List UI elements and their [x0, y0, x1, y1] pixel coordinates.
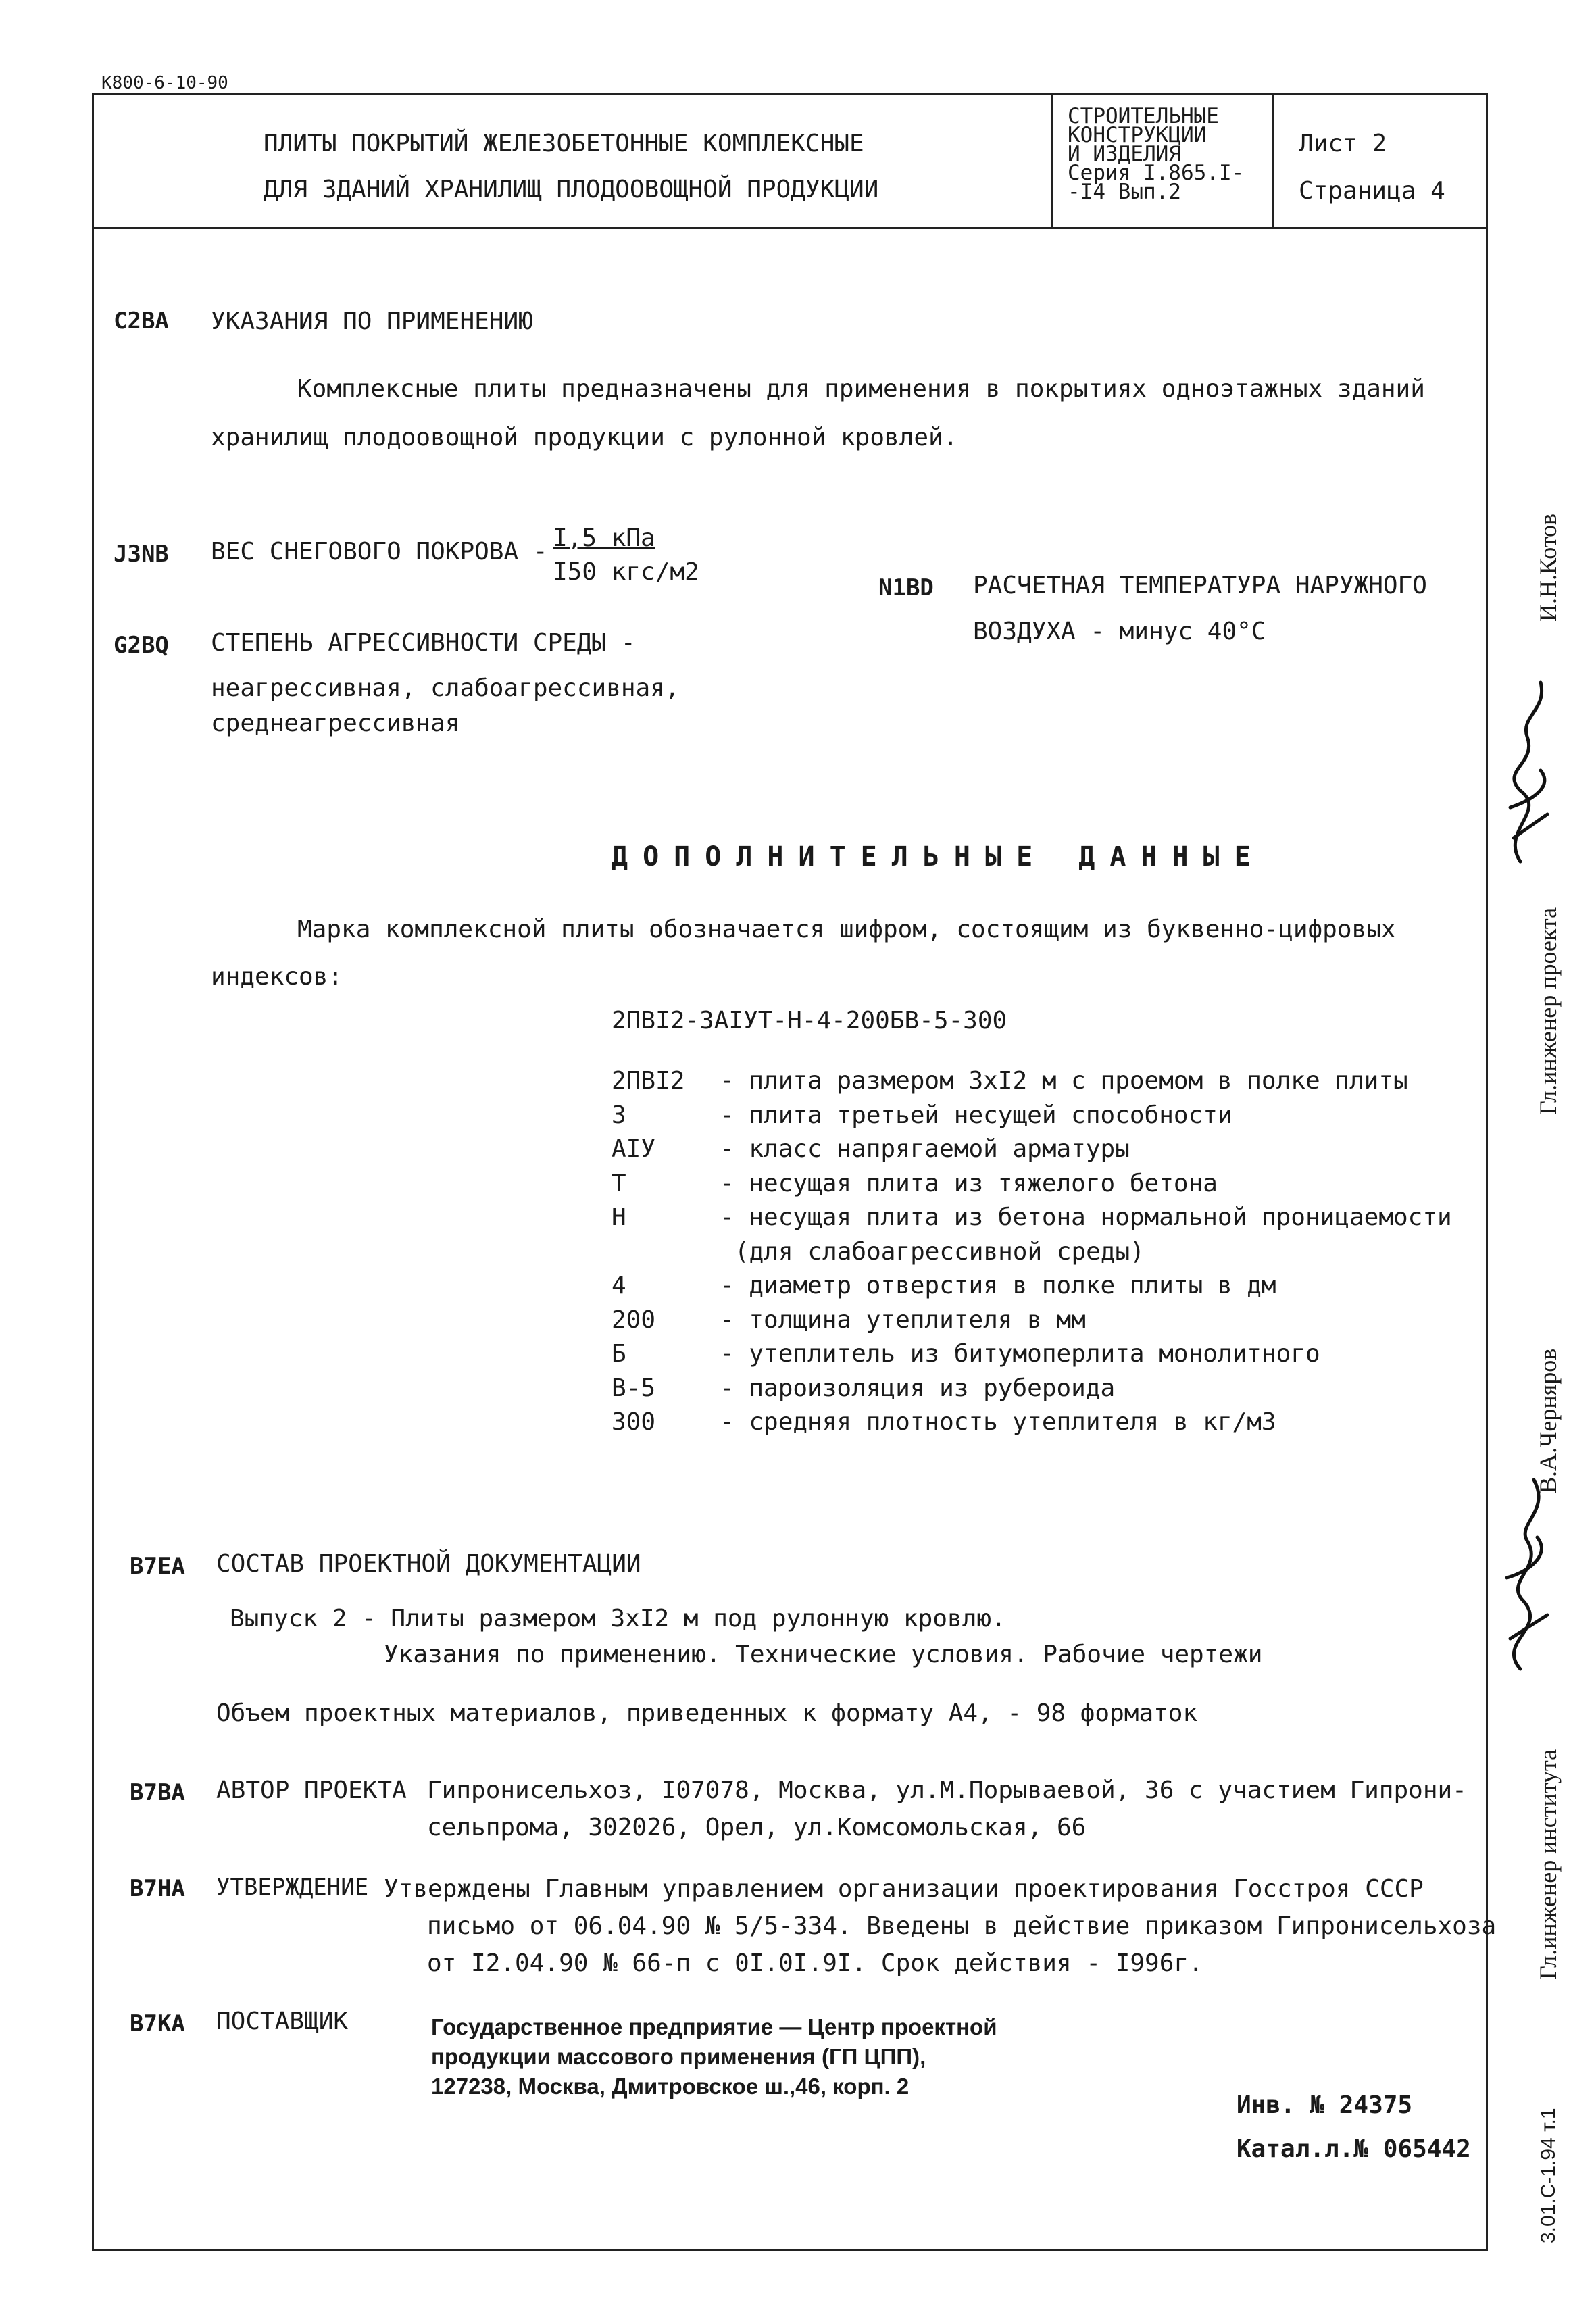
supplier-line1: Государственное предприятие — Центр проектной — [431, 2014, 997, 2039]
header-divider-2 — [1272, 93, 1274, 228]
approval-heading: УТВЕРЖДЕНИЕ — [216, 1874, 369, 1901]
composition-line2: Указания по применению. Технические условия. Рабочие чертежи — [384, 1641, 1263, 1668]
legend-key: Б — [612, 1340, 626, 1368]
additional-heading: ДОПОЛНИТЕЛЬНЫЕ ДАННЫЕ — [612, 841, 1266, 872]
inventory-number: Инв. № 24375 — [1237, 2091, 1413, 2119]
temperature-line2: ВОЗДУХА - минус 40°C — [973, 618, 1266, 645]
margin-chernyarov: В.А.Черняров — [1535, 1348, 1562, 1493]
snow-value-kgf: I50 кгс/м2 — [553, 558, 699, 586]
approval-line2: письмо от 06.04.90 № 5/5-334. Введены в действие приказом Гипронисельхоза — [427, 1912, 1497, 1940]
series-line-1: СТРОИТЕЛЬНЫЕ — [1068, 104, 1219, 128]
composition-code: B7EA — [130, 1553, 185, 1580]
header-series-block — [1068, 104, 1245, 204]
composition-heading: СОСТАВ ПРОЕКТНОЙ ДОКУМЕНТАЦИИ — [216, 1550, 641, 1578]
margin-chief-project-engineer: Гл.инженер проекта — [1535, 907, 1562, 1115]
supplier-code: B7KA — [130, 2010, 185, 2037]
supplier-address — [431, 2012, 997, 2101]
aggressiveness-line1: неагрессивная, слабоагрессивная, — [211, 674, 680, 702]
legend-key: 3 — [612, 1101, 626, 1129]
legend-row — [612, 1099, 1452, 1133]
legend-row — [612, 1132, 1452, 1167]
temperature-code: N1BD — [878, 574, 934, 601]
legend-row — [612, 1167, 1452, 1201]
margin-stamp: 3.01.С-1.94 т.1 — [1537, 2108, 1560, 2243]
margin-kotov: И.Н.Котов — [1535, 514, 1562, 622]
legend-desc: (для слабоагрессивной среды) — [734, 1237, 1145, 1266]
legend-key: Т — [612, 1169, 626, 1197]
legend-row — [612, 1064, 1452, 1099]
header-page: Страница 4 — [1299, 177, 1445, 205]
approval-line3: от I2.04.90 № 66-п с 0I.0I.9I. Срок действия - I996г. — [427, 1949, 1203, 1977]
usage-heading: УКАЗАНИЯ ПО ПРИМЕНЕНИЮ — [211, 307, 533, 335]
legend-key: 200 — [612, 1305, 656, 1334]
usage-line1: Комплексные плиты предназначены для применения в покрытиях одноэтажных зданий — [297, 375, 1425, 403]
supplier-heading: ПОСТАВЩИК — [216, 2008, 349, 2035]
aggressiveness-code: G2BQ — [114, 632, 169, 659]
usage-code: C2BA — [114, 307, 169, 334]
author-heading: АВТОР ПРОЕКТА — [216, 1776, 407, 1804]
approval-line1: Утверждены Главным управлением организации проектирования Госстроя СССР — [384, 1875, 1424, 1903]
header-title-line1: ПЛИТЫ ПОКРЫТИЙ ЖЕЛЕЗОБЕТОННЫЕ КОМПЛЕКСНЫЕ — [264, 130, 864, 157]
series-line-2: КОНСТРУКЦИИ — [1068, 123, 1207, 147]
temperature-line1: РАСЧЕТНАЯ ТЕМПЕРАТУРА НАРУЖНОГО — [973, 572, 1427, 599]
approval-code: B7HA — [130, 1875, 185, 1902]
series-line-3: И ИЗДЕЛИЯ — [1068, 142, 1181, 166]
legend-row — [612, 1269, 1452, 1303]
legend-key: Н — [612, 1203, 626, 1231]
additional-intro-line1: Марка комплексной плиты обозначается шифром, состоящим из буквенно-цифровых — [297, 916, 1396, 943]
legend-row — [612, 1405, 1452, 1440]
catalog-number: Катал.л.№ 065442 — [1237, 2135, 1471, 2163]
legend-desc: - плита третьей несущей способности — [720, 1101, 1232, 1129]
header-title-line2: ДЛЯ ЗДАНИЙ ХРАНИЛИЩ ПЛОДООВОЩНОЙ ПРОДУКЦИИ — [264, 176, 879, 203]
composition-line1: Выпуск 2 - Плиты размером 3хI2 м под рулонную кровлю. — [230, 1605, 1006, 1633]
snow-label: ВЕС СНЕГОВОГО ПОКРОВА - — [211, 538, 548, 566]
legend-desc: - диаметр отверстия в полке плиты в дм — [720, 1272, 1276, 1299]
legend-key: АIУ — [612, 1135, 656, 1163]
header-sheet: Лист 2 — [1299, 130, 1387, 157]
header-bottom-rule — [92, 227, 1486, 229]
legend-desc: - несущая плита из тяжелого бетона — [720, 1169, 1218, 1197]
legend-row — [612, 1337, 1452, 1372]
supplier-line2: продукции массового применения (ГП ЦПП), — [431, 2044, 926, 2069]
composition-line3: Объем проектных материалов, приведенных к формату А4, - 98 форматок — [216, 1699, 1198, 1727]
author-line2: сельпрома, 302026, Орел, ул.Комсомольская, 66 — [427, 1814, 1087, 1841]
legend-desc: - пароизоляция из рубероида — [720, 1374, 1116, 1402]
legend-key: В-5 — [612, 1374, 656, 1402]
plate-marking: 2ПВI2-3АIУТ-Н-4-200БВ-5-300 — [612, 1007, 1007, 1035]
author-line1: Гипронисельхоз, I07078, Москва, ул.М.Порываевой, 36 с участием Гипрони- — [427, 1776, 1467, 1804]
aggressiveness-line2: среднеагрессивная — [211, 710, 460, 737]
legend-row — [612, 1372, 1452, 1406]
marking-legend — [612, 1064, 1452, 1440]
legend-key: 2ПВI2 — [612, 1067, 685, 1095]
legend-desc: - класс напрягаемой арматуры — [720, 1135, 1130, 1163]
snow-value-kpa: I,5 кПа — [553, 524, 655, 552]
additional-intro-line2: индексов: — [211, 963, 343, 991]
legend-key: 300 — [612, 1408, 656, 1436]
signature-chernyarov — [1470, 1460, 1571, 1676]
author-code: B7BA — [130, 1779, 185, 1806]
header-divider-1 — [1051, 93, 1053, 228]
legend-desc: - средняя плотность утеплителя в кг/м3 — [720, 1408, 1276, 1436]
signature-kotov — [1473, 669, 1574, 872]
supplier-line3: 127238, Москва, Дмитровское ш.,46, корп. 2 — [431, 2074, 909, 2099]
legend-desc: - несущая плита из бетона нормальной проницаемости — [720, 1203, 1452, 1231]
margin-chief-institute-engineer: Гл.инженер института — [1535, 1749, 1562, 1980]
legend-desc: - утеплитель из битумоперлита монолитного — [720, 1340, 1320, 1368]
usage-line2: хранилищ плодоовощной продукции с рулонной кровлей. — [211, 424, 958, 451]
legend-desc: - плита размером 3хI2 м с проемом в полке плиты — [720, 1067, 1408, 1095]
series-line-4: Серия I.865.I- — [1068, 161, 1245, 185]
snow-code: J3NB — [114, 541, 169, 568]
legend-key: 4 — [612, 1272, 626, 1299]
legend-row — [612, 1235, 1452, 1270]
aggressiveness-label: СТЕПЕНЬ АГРЕССИВНОСТИ СРЕДЫ - — [211, 629, 636, 657]
legend-row — [612, 1303, 1452, 1338]
series-line-5: -I4 Вып.2 — [1068, 180, 1181, 204]
document-code: К800-6-10-90 — [101, 73, 228, 93]
legend-row — [612, 1201, 1452, 1235]
legend-desc: - толщина утеплителя в мм — [720, 1305, 1086, 1334]
